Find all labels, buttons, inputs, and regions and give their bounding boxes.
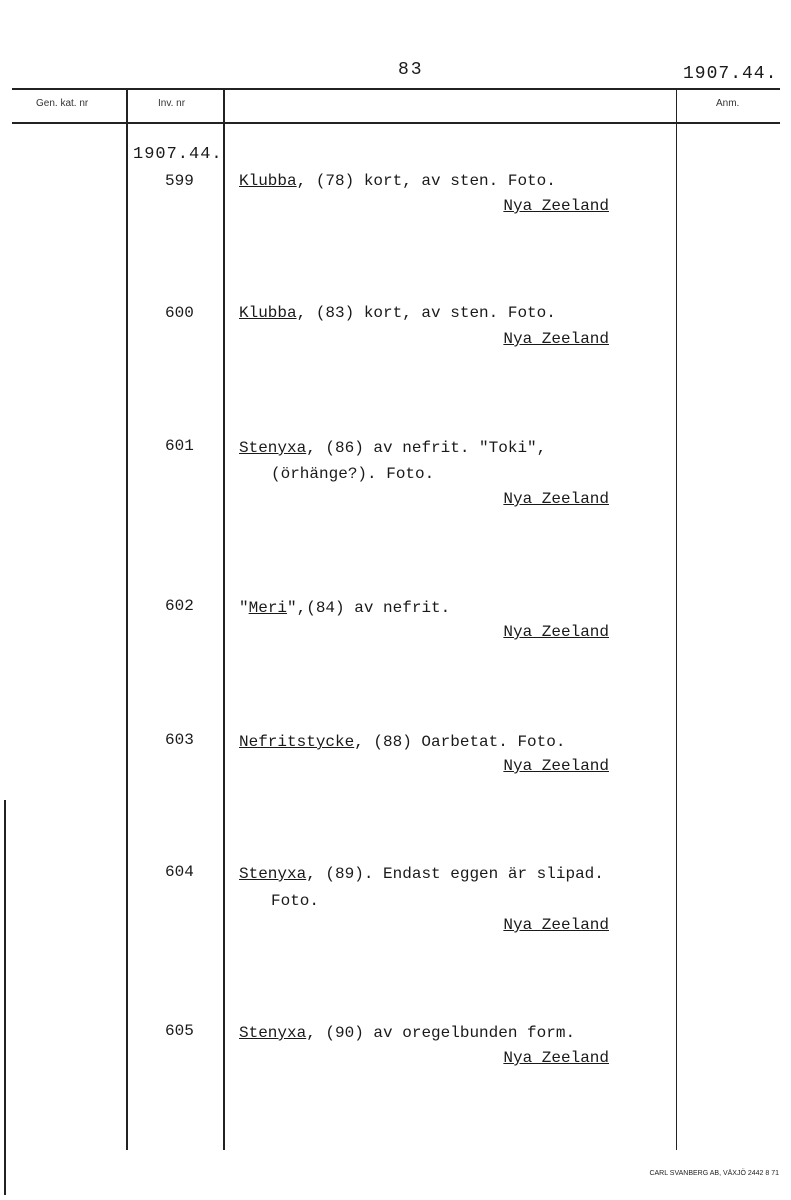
object-name: Stenyxa <box>239 1024 307 1042</box>
object-details: ,(84) av nefrit. <box>296 599 451 617</box>
inventory-number: 601 <box>165 437 194 455</box>
column-header-anm: Anm. <box>716 98 740 109</box>
place-of-origin: Nya Zeeland <box>503 757 609 775</box>
place-of-origin: Nya Zeeland <box>503 1049 609 1067</box>
object-name: Klubba <box>239 172 297 190</box>
inventory-number: 602 <box>165 597 194 615</box>
entry-description-continued: Foto. <box>271 892 320 910</box>
object-details: , (86) av nefrit. "Toki", <box>306 439 547 457</box>
object-details: , (78) kort, av sten. Foto. <box>296 172 556 190</box>
column-divider-inv <box>223 88 225 1150</box>
inventory-number: 599 <box>165 172 194 190</box>
column-divider-anm <box>676 88 677 1150</box>
entry-description: "Meri",(84) av nefrit. <box>239 599 451 617</box>
entry-description <box>239 729 565 755</box>
place-of-origin: Nya Zeeland <box>503 490 609 508</box>
page-edge-left <box>4 800 6 1195</box>
object-name: Klubba <box>239 304 297 322</box>
accession-number: 1907.44. <box>683 64 778 84</box>
entry-description <box>239 861 604 887</box>
column-header-inv: Inv. nr <box>158 98 186 109</box>
entry-description <box>239 168 556 194</box>
inventory-number: 604 <box>165 863 194 881</box>
place-of-origin: Nya Zeeland <box>503 197 609 215</box>
entry-description <box>239 300 556 326</box>
inventory-number: 603 <box>165 731 194 749</box>
inventory-number: 605 <box>165 1022 194 1040</box>
object-name: Stenyxa <box>239 439 307 457</box>
object-details: , (90) av oregelbunden form. <box>306 1024 576 1042</box>
column-header-gen-kat: Gen. kat. nr <box>36 98 89 109</box>
accession-year: 1907.44. <box>133 145 223 164</box>
entry-description <box>239 435 546 461</box>
object-details: , (89). Endast eggen är slipad. <box>306 865 604 883</box>
object-name: Meri <box>248 599 288 617</box>
object-details: , (83) kort, av sten. Foto. <box>296 304 556 322</box>
printer-imprint: CARL SVANBERG AB, VÄXJÖ 2442 8 71 <box>649 1170 779 1177</box>
object-details: , (88) Oarbetat. Foto. <box>354 733 566 751</box>
place-of-origin: Nya Zeeland <box>503 623 609 641</box>
object-name: Stenyxa <box>239 865 307 883</box>
place-of-origin: Nya Zeeland <box>503 916 609 934</box>
entry-description-continued: (örhänge?). Foto. <box>271 465 435 483</box>
inventory-number: 600 <box>165 304 194 322</box>
entry-description <box>239 1020 575 1046</box>
page-number: 83 <box>398 60 424 80</box>
place-of-origin: Nya Zeeland <box>503 330 609 348</box>
column-divider-left <box>126 88 128 1150</box>
object-name: Nefritstycke <box>239 733 355 751</box>
